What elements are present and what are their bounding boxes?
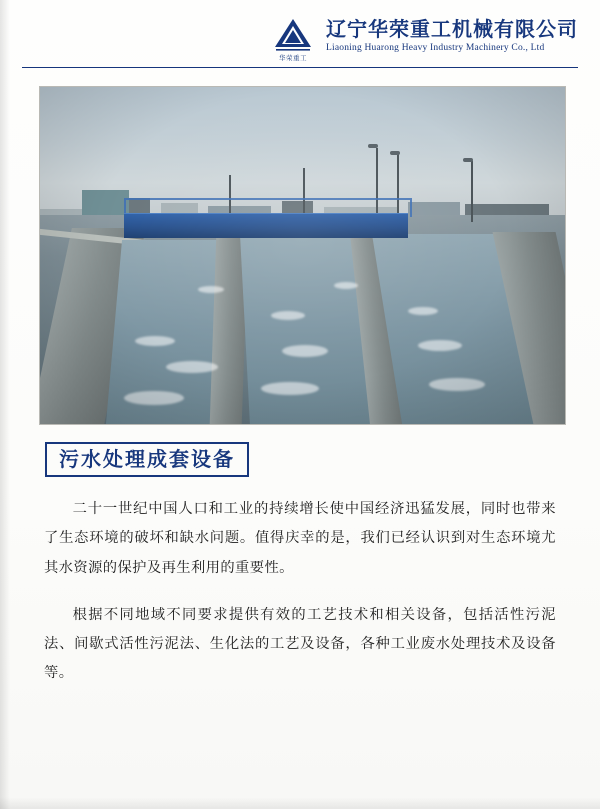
logo-sub-label: 华荣重工 [279, 53, 307, 62]
company-name-cn: 辽宁华荣重工机械有限公司 [326, 17, 578, 42]
photo-basins [40, 215, 565, 424]
section-title: 污水处理成套设备 [59, 447, 235, 471]
body-copy [44, 495, 556, 689]
paragraph-2: 根据不同地域不同要求提供有效的工艺技术和相关设备，包括活性污泥法、间歇式活性污泥法、生化法的工艺及设备，各种工业废水处理技术及设备等。 [44, 606, 556, 682]
blue-traveling-bridge [124, 213, 408, 238]
page-edge-shadow-left [0, 0, 10, 809]
header-divider [22, 67, 578, 68]
wastewater-treatment-plant-photo [39, 86, 566, 425]
paragraph-1: 二十一世纪中国人口和工业的持续增长使中国经济迅猛发展，同时也带来了生态环境的破坏和缺水问题。值得庆幸的是，我们已经认识到对生态环境尤其水资源的保护及再生利用的重要性。 [44, 501, 556, 576]
company-name-en: Liaoning Huarong Heavy Industry Machinery Co., Ltd [326, 43, 545, 54]
company-logo-block [270, 13, 578, 62]
section-title-banner [45, 442, 249, 477]
page-edge-shadow-bottom [0, 797, 600, 809]
company-name-block [326, 18, 578, 53]
page-header [0, 0, 600, 72]
photo-canvas [40, 87, 565, 424]
huarong-triangle-logo-icon [270, 13, 316, 62]
